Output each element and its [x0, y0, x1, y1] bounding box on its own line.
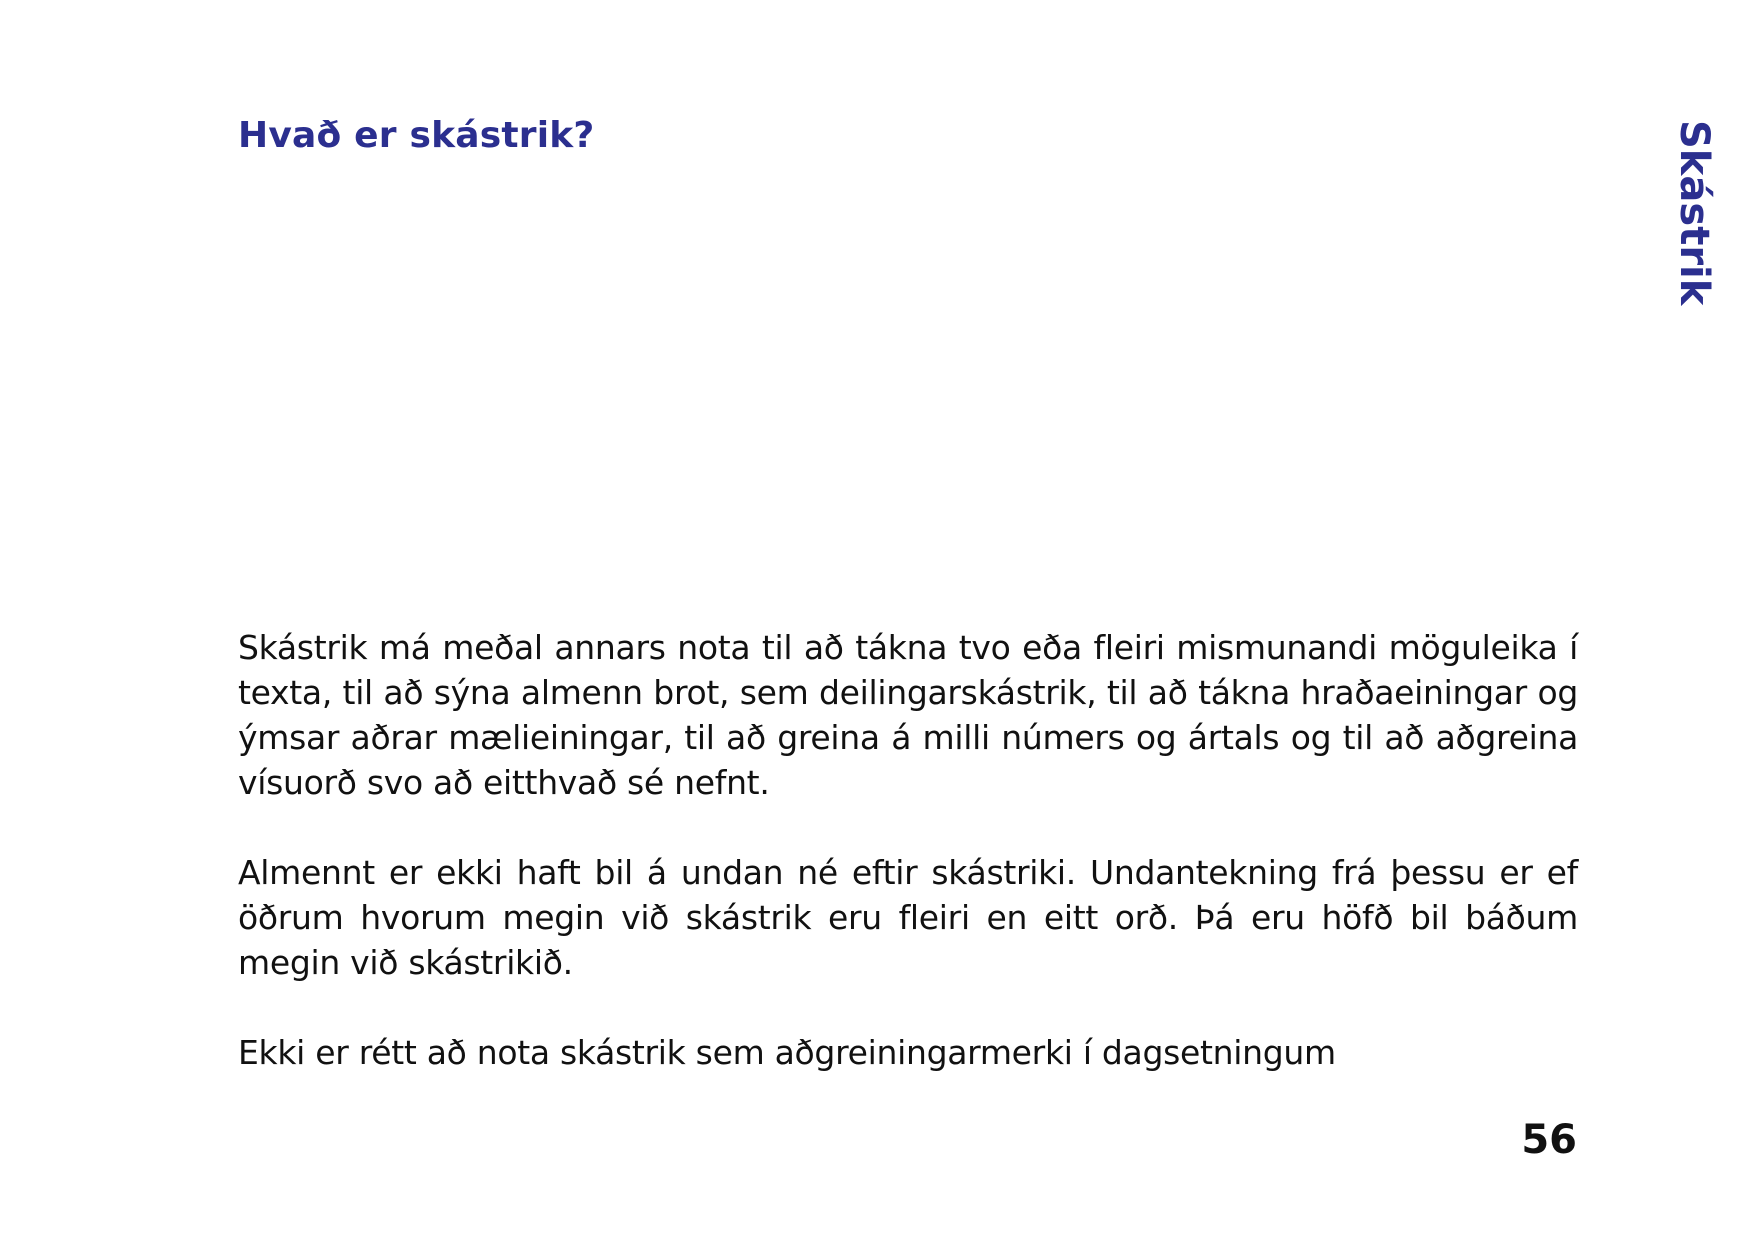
side-tab-label: Skástrik	[1671, 120, 1717, 306]
body-text	[238, 625, 1578, 1075]
paragraph: Almennt er ekki haft bil á undan né eftir skástriki. Undantekning frá þessu er ef öðrum hvorum megin við skástrik eru fleiri en eitt orð. Þá eru höfð bil báðum megin við skástrikið.	[238, 853, 1578, 982]
paragraph: Ekki er rétt að nota skástrik sem aðgreiningarmerki í dagsetningum	[238, 1033, 1336, 1072]
side-tab	[1670, 120, 1718, 306]
paragraph: Skástrik má meðal annars nota til að tákna tvo eða fleiri mismunandi möguleika í texta, til að sýna almenn brot, sem deilingarskástrik, til að tákna hraðaeiningar og ýmsar aðrar mælieiningar, til að greina á milli númers og ártals og til að aðgreina vísuorð svo að eitthvað sé nefnt.	[238, 628, 1578, 802]
page-title: Hvað er skástrik?	[238, 115, 595, 156]
page-number: 56	[1521, 1117, 1577, 1163]
